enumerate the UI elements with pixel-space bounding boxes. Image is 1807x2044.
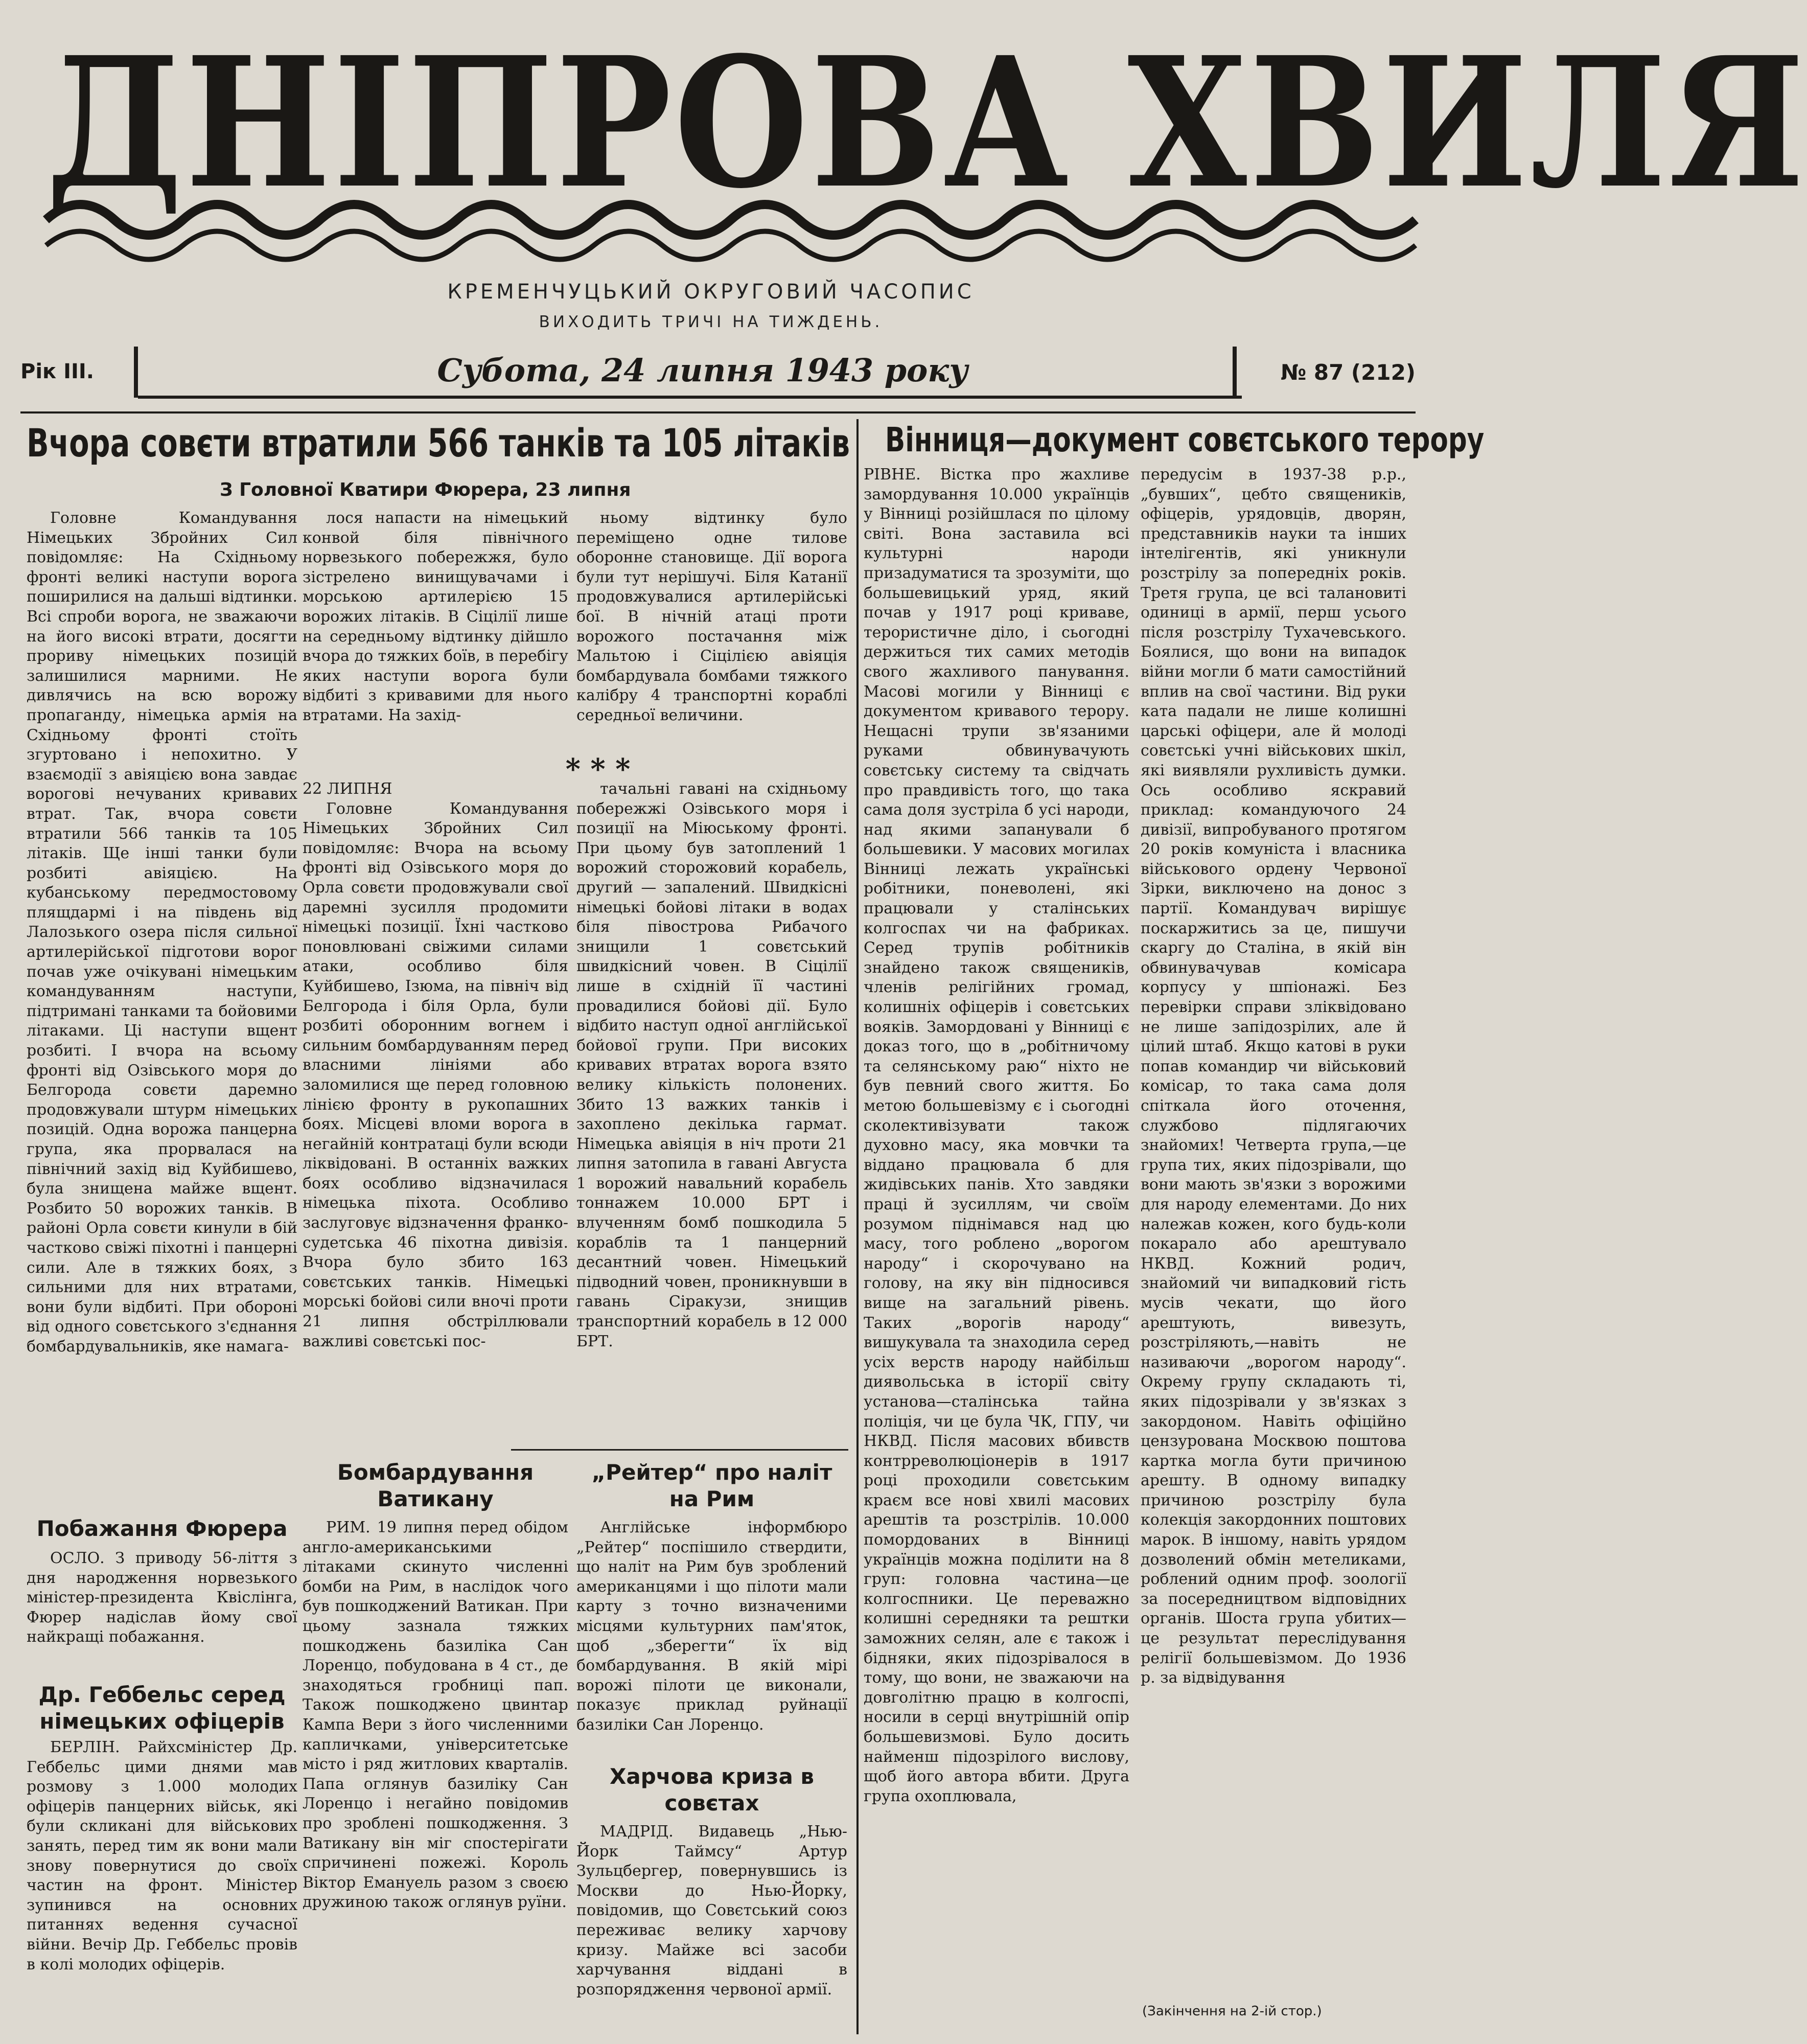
- section-separator-stars: * * *: [565, 752, 631, 786]
- column-rule-main: [856, 419, 859, 2034]
- fuhrer-text: ОСЛО. З приводу 56-ліття з дня народження норвезького міністер-президента Квіслінга, Фюрер надіслав йому свої найкращі побажання.: [27, 1549, 297, 1646]
- vatican-text: РИМ. 19 липня перед обідом англо-американськими літаками скинуто численні бомби на Рим, в наслідок чого був пошкоджений Ватикан. При цьому зазнала тяжких пошкоджень базиліка Сан Лоренцо, побудована в 4 ст., де знаходяться гробниці пап. Також пошкоджено цвинтар Кампа Вери з його численними капличками, університетське місто і ряд житлових кварталів. Папа оглянув базиліку Сан Лоренцо і негайно повідомив про зроблені пошкодження. З Ватикану він міг спостерігати спричинені пожежі. Король Віктор Емануель разом з своєю дружиною також оглянув руїни.: [303, 1519, 568, 1912]
- reuter-article: [576, 1518, 847, 1753]
- fuhrer-headline: Побажання Фюрера: [36, 1516, 288, 1541]
- masthead-waves-ornament: [46, 189, 1421, 271]
- fuhrer-article: [27, 1549, 297, 1671]
- date-bar-divider-left: [134, 347, 138, 398]
- lead-text-2a: лося напасти на німецький конвой біля північного норвезького побережжя, було зістрелено винищувачами і морською артилерією 15 ворожих літаків. В Сіцілії лише на середньому відтинку дійшло вчора до тяжких боїв, в перебігу яких наступи ворога були відбиті з кривавими для нього втратами. На захід-: [303, 509, 568, 724]
- issue-number: № 87 (212): [1280, 360, 1416, 385]
- lead-column-2-top: [303, 509, 568, 759]
- date-bar-divider-right: [1233, 347, 1237, 398]
- reuter-text: Англійське інформбюро „Рейтер“ поспішило ствердити, що наліт на Рим був зроблений американцями і що пілоти мали карту з точно визначеними місцями культурних пам'яток, щоб „зберегти“ їх від бомбардування. В якій мірі ворожі пілоти це виконали, показує приклад руйнації базиліки Сан Лоренцо.: [576, 1519, 847, 1734]
- vatican-headline: Бомбардування Ватикану: [337, 1460, 534, 1511]
- lead-dateline-22: 22 ЛИПНЯ: [303, 780, 392, 798]
- lead-column-1: [27, 509, 297, 1600]
- reuter-headline: „Рейтер“ про наліт на Рим: [591, 1460, 832, 1511]
- lead-text-3a: ньому відтинку було переміщено одне тилове оборонне становище. Дії ворога були тут нерішучі. Біля Катанії продовжувалися артилерійські бої. В нічній атаці проти ворожого постачання між Мальтою і Сіцілією авіяція бомбардувала бомбами тяжкого калібру 4 транспортні кораблі середньої величини.: [576, 509, 847, 724]
- continued-note: (Закінчення на 2-ій стор.): [1142, 2004, 1322, 2019]
- lead-column-3-bottom: [576, 779, 847, 1439]
- masthead: [46, 17, 1807, 261]
- lead-headline: Вчора совєти втратили 566 танків та 105 літаків: [27, 420, 850, 466]
- masthead-subtitle: КРЕМЕНЧУЦЬКИЙ ОКРУГОВИЙ ЧАСОПИС: [447, 280, 975, 304]
- lead-text-1: Головне Командування Німецьких Збройних Сил повідомляє: На Східньому фронті великі наступи ворога поширилися на дальші відтинки. Всі спроби ворога, не зважаючи на його високі втрати, досягти прориву німецьких позицій залишилися марними. Не дивлячись на всю ворожу пропаганду, німецька армія на Східньому фронті стоїть згуртовано і непохитно. У взаємодії з авіяцією вона завдає ворогові нечуваних кривавих втрат. Так, вчора совєти втратили 566 танків та 105 літаків. Ще інші танки були розбиті авіяцією. На кубанському передмостовому плящдармі і на південь від Лалозького озера після сильної артилерійської підготови ворог почав уже очікувані німецьким командуванням наступи, підтримані танками та бойовими літаками. Ці наступи вщент розбиті. І вчора на всьому фронті від Озівського моря до Белгорода совєти даремно продовжували штурм німецьких позицій. Одна ворожа панцерна група, яка прорвалася на північний захід від Куйбишево, була знищена майже вщент. Розбито 50 ворожих танків. В районі Орла совєти кинули в бій частково свіжі піхотні і панцерні сили. Але в тяжких боях, з сильними для них втратами, вони були відбиті. При обороні від одного совєтського з'єднання бомбардувальників, яке намага-: [27, 509, 297, 1356]
- famine-headline: Харчова криза в совєтах: [610, 1764, 814, 1816]
- lead-text-2b: Головне Командування Німецьких Збройних Сил повідомляє: Вчора на всьому фронті від Озівського моря до Орла совєти продовжували свої даремні зусилля продомити німецькі позиції. Їхні частково поновлювані свіжими силами атаки, особливо біля Куйбишево, Ізюма, на північ від Белгорода і біля Орла, були розбиті оборонним вогнем і сильним бомбардуванням перед власними лініями або заломилися ще перед головною лінією фронту в рукопашних боях. Місцеві вломи ворога в негайній контратаці були всюди ліквідовані. В останніх важких боях особливо відзначилася німецька піхота. Особливо заслуговує відзначення франко-судетська 46 піхотна дивізія. Вчора було збито 163 совєтських танків. Німецькі морські бойові сили вночі проти 21 липня обстріллювали важливі совєтські пос-: [303, 799, 568, 1350]
- vinnytsia-text-1: РІВНЕ. Вістка про жахливе замордування 10.000 українців у Вінниці розійшлася по цілому світі. Вона заставила всі культурні народи призадуматися та зрозуміти, що большевицький уряд, який почав у 1917 році криваве, терористичне діло, і сьогодні держиться тих самих методів свого жахливого панування. Масові могили у Вінниці є документом кривавого терору. Нещасні трупи зв'язаними руками обвинувачують совєтську систему та свідчать про правдивість того, що така сама доля зустріла б усі народи, над якими запанували б большевики. У масових могилах Вінниці лежать українські робітники, поневолені, які працювали у сталінських колгоспах чи на фабриках. Серед трупів робітників знайдено також священиків, членів релігійних громад, колишніх офіцерів і совєтських вояків. Замордовані у Вінниці є доказ того, що в „робітничому та селянському раю“ ніхто не був певний свого життя. Бо метою большевізму є і сьогодні сколективізувати також духовно масу, яка мовчки та віддано працювала б для жидівських панів. Хто завдяки праці й зусиллям, чи своїм розумом піднімався над цю масу, того роблено „ворогом народу“ і скорочувано на голову, на яку він підносився вище на загальний рівень. Таких „ворогів народу“ вишукувала та знаходила серед усіх верств народу найбільш диявольська в історії світу установа—сталінська тайна поліція, чи це була ЧК, ГПУ, чи НКВД. Після масових вбивств контрреволюціонерів в 1917 році проходили совєтським краєм все нові хвилі масових арештів та розстрілів. 10.000 помордованих в Вінниці українців можна поділити на 8 груп: головна частина—це колгоспники. Це переважно колишні середняки та рештки заможних селян, але є також і бідняки, яких підозрівалося в тому, що вони, не зважаючи на довголітню працю в колгоспі, носили в серці внутрішній опір большевизмові. Було досить найменш підозрілого вислову, щоб його автора вбити. Друга група охоплювала,: [864, 466, 1129, 1805]
- vinnytsia-text-2: передусім в 1937-38 р.р., „бувших“, цебто священиків, офіцерів, урядовців, дворян, представників науки та інших інтелігентів, які уникнули розстрілу за попередніх років. Третя група, це всі талановиті одиниці в армії, перш усього після розстрілу Тухачевського. Боялися, що вони на випадок війни могли б мати самостійний вплив на свої частини. Від руки ката падали не лише колишні царські офіцери, але й молоді совєтські учні військових шкіл, які виявляли рухливість думки. Ось особливо яскравий приклад: командуючого 24 дивізії, випробуваного протягом 20 років комуніста і власника військового ордену Червоної Зірки, виключено на донос з партії. Командувач вирішує поскаржитись за це, пишучи скаргу до Сталіна, в якій він обвинувачував комісара корпусу у шпіонажі. Без перевірки справи зліквідовано не лише запідозрілих, але й цілий штаб. Якщо катові в руки попав командир чи військовий комісар, то така сама доля спіткала його оточення, службово підлягаючих знайомих! Четверта група,—це група тих, яких підозрівали, що вони мають зв'язки з ворожими для народу елементами. До них належав кожен, кого будь-коли покарало або арештувало НКВД. Кожний родич, знайомий чи випадковий гість мусів чекати, що його арештують, вивезуть, розстріляють,—навіть не називаючи „ворогом народу“. Окрему групу складають ті, яких підозрівали у зв'язках з закордоном. Навіть офіційно цензурована Москвою поштова картка могла бути причиною арешту. В одному випадку причиною розстрілу була колекція закордонних поштових марок. В іншому, навіть урядом дозволений обмін метеликами, роблений одним проф. зоології за посередництвом відповідних органів. Шоста група убитих—це результат переслідування релігії большевізмом. До 1936 р. за відвідування: [1141, 466, 1406, 1687]
- lead-column-3-top: [576, 509, 847, 754]
- goebbels-text: БЕРЛІН. Райхсміністер Др. Геббельс цими днями мав розмову з 1.000 молодих офіцерів панцерних військ, які були скликані для військових занять, перед тим як вони мали знову повернутися до своїх частин на фронт. Міністер зупинився на основних питаннях ведення сучасної війни. Вечір Др. Геббельс провів в колі молодих офіцерів.: [27, 1738, 297, 1973]
- famine-article: [576, 1822, 847, 2037]
- lead-subheadline: З Головної Кватири Фюрера, 23 липня: [220, 479, 631, 500]
- lead-text-3b: тачальні гавані на східньому побережжі Озівського моря і позиції на Міюському фронті. При цьому був затоплений 1 ворожий сторожовий корабель, другий — запалений. Швидкісні німецькі бойові літаки в водах біля півострова Рибачого знищили 1 совєтський швидкісний човен. В Сіцілії лише в східній її частині провадилися бойові дії. Було відбито наступ одної англійської бойової групи. При високих кривавих втратах ворога взято велику кількість полонених. Збито 13 важких танків і захоплено декілька гармат. Німецька авіяція в ніч проти 21 липня затопила в гавані Августа 1 ворожий навальний корабель тоннажем 10.000 БРТ і влученням бомб пошкодила 5 кораблів та 1 панцерний десантний човен. Німецький підводний човен, проникнувши в гавань Сіракузи, знищив транспортний корабель в 12 000 БРТ.: [576, 780, 847, 1350]
- vinnytsia-column-1: [864, 465, 1129, 2037]
- year-label: Рік III.: [20, 360, 94, 383]
- goebbels-headline: Др. Геббельс серед німецьких офіцерів: [38, 1682, 286, 1734]
- vatican-article: [303, 1518, 568, 2037]
- masthead-title: ДНІПРОВА ХВИЛЯ: [46, 17, 1807, 228]
- date-bar: [20, 341, 1416, 402]
- header-rule: [20, 411, 1416, 414]
- issue-date: Субота, 24 липня 1943 року: [437, 352, 968, 389]
- vinnytsia-column-2: [1141, 465, 1406, 1999]
- lead-column-2-bottom: [303, 779, 568, 1457]
- date-bar-underline: [138, 396, 1242, 399]
- famine-text: МАДРІД. Видавець „Нью-Йорк Таймсу“ Артур Зульцбергер, повернувшись із Москви до Нью-Йорку, повідомив, що Совєтський союз переживає велику харчову кризу. Майже всі засоби харчування віддані в розпорядження червоної армії.: [576, 1823, 847, 1999]
- vinnytsia-headline: Вінниця—документ совєтського терору: [885, 420, 1485, 460]
- goebbels-article: [27, 1738, 297, 2037]
- masthead-frequency: ВИХОДИТЬ ТРИЧІ НА ТИЖДЕНЬ.: [539, 313, 883, 331]
